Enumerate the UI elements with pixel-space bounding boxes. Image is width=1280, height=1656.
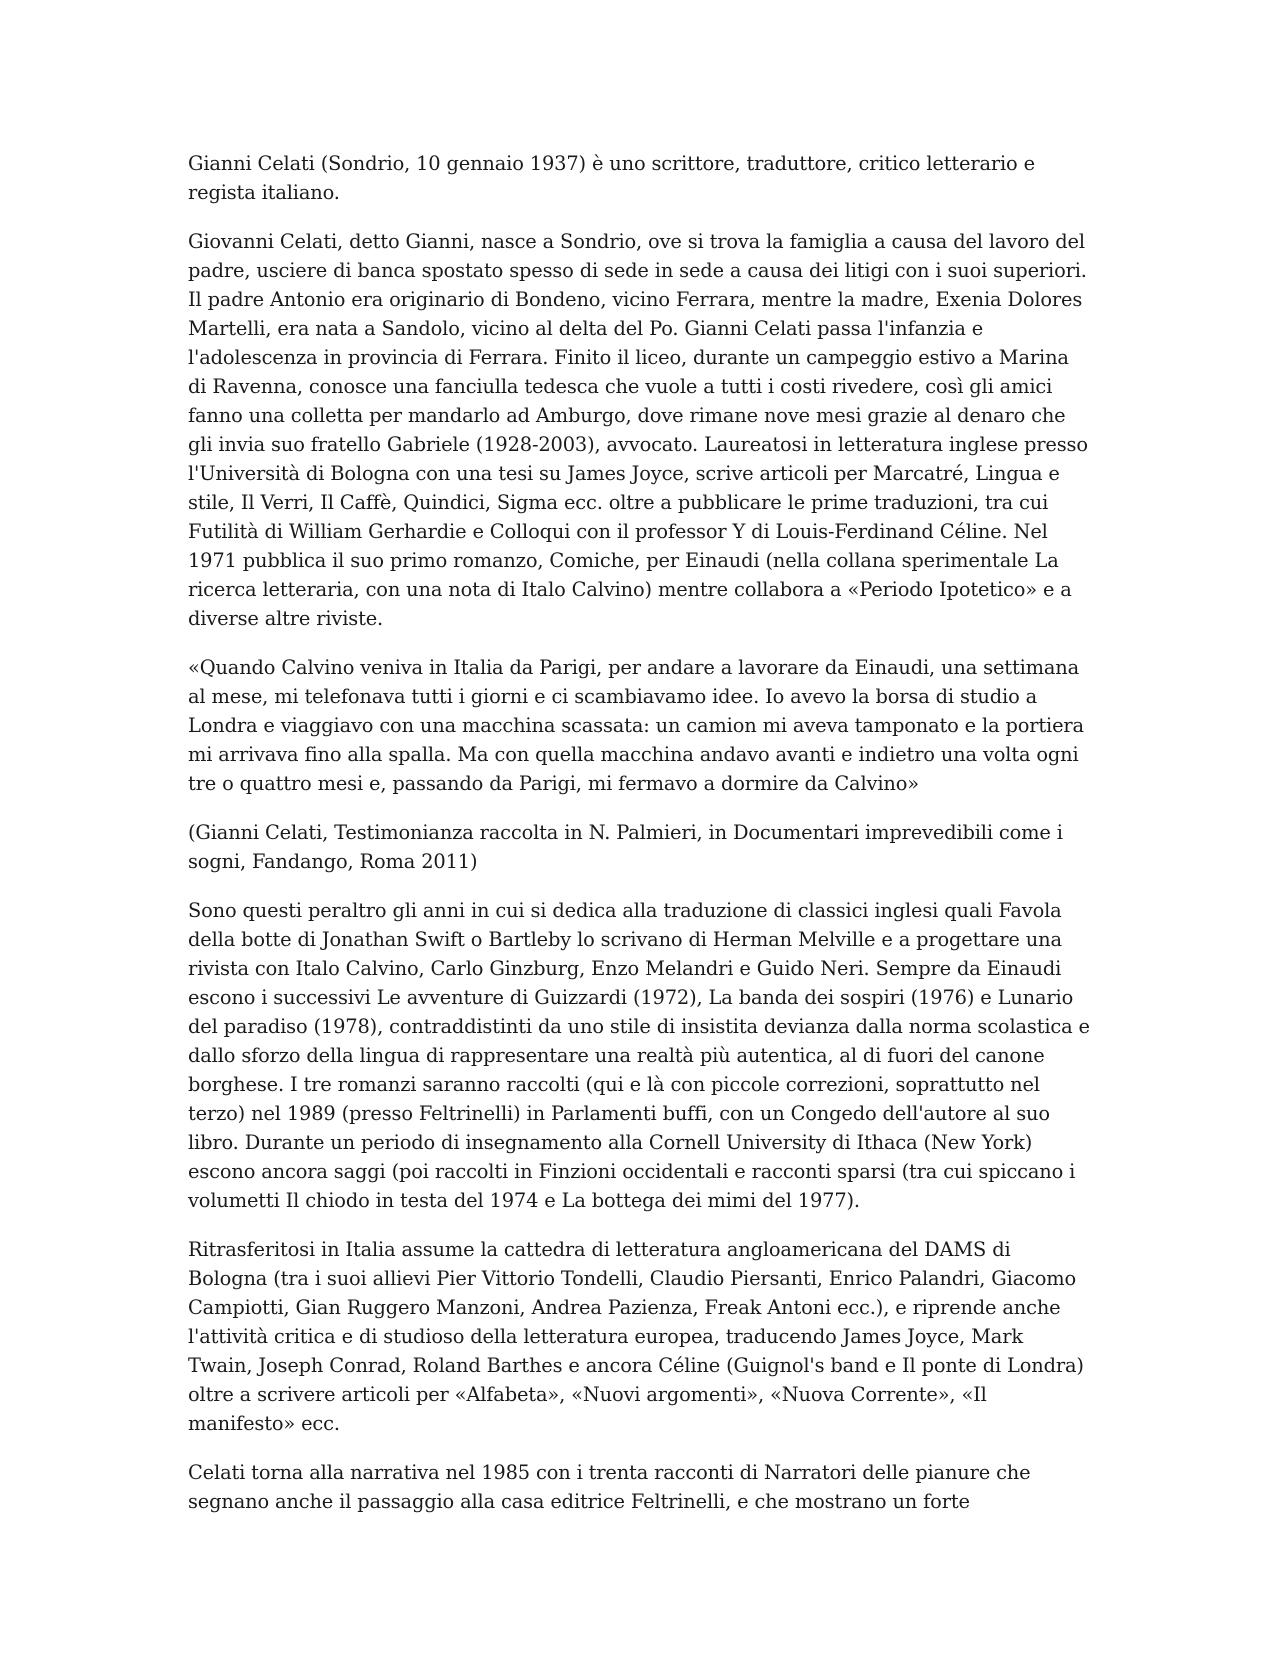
- paragraph-translations: Sono questi peraltro gli anni in cui si dedica alla traduzione di classici inglesi quali Favola della botte di Jonathan Swift o Bartleby lo scrivano di Herman Melville e a progettare una rivista con Italo Calvino, Carlo Ginzburg, Enzo Melandri e Guido Neri. Sempre da Einaudi escono i successivi Le avventure di Guizzardi (1972), La banda dei sospiri (1976) e Lunario del paradiso (1978), contraddistinti da uno stile di insistita devianza dalla norma scolastica e dallo sforzo della lingua di rappresentare una realtà più autentica, al di fuori del canone borghese. I tre romanzi saranno raccolti (qui e là con piccole correzioni, soprattutto nel terzo) nel 1989 (presso Feltrinelli) in Parlamenti buffi, con un Congedo dell'autore al suo libro. Durante un periodo di insegnamento alla Cornell University di Ithaca (New York) escono ancora saggi (poi raccolti in Finzioni occidentali e racconti sparsi (tra cui spiccano i volumetti Il chiodo in testa del 1974 e La bottega dei mimi del 1977).: [188, 899, 1090, 1212]
- paragraph-quote-source: (Gianni Celati, Testimonianza raccolta in N. Palmieri, in Documentari imprevedibili come i sogni, Fandango, Roma 2011): [188, 821, 1063, 873]
- paragraph-quote: «Quando Calvino veniva in Italia da Parigi, per andare a lavorare da Einaudi, una settimana al mese, mi telefonava tutti i giorni e ci scambiavamo idee. Io avevo la borsa di studio a Londra e viaggiavo con una macchina scassata: un camion mi aveva tamponato e la portiera mi arrivava fino alla spalla. Ma con quella macchina andavo avanti e indietro una volta ogni tre o quattro mesi e, passando da Parigi, mi fermavo a dormire da Calvino»: [188, 656, 1084, 795]
- paragraph-dams: Ritrasferitosi in Italia assume la cattedra di letteratura angloamericana del DAMS di Bologna (tra i suoi allievi Pier Vittorio Tondelli, Claudio Piersanti, Enrico Palandri, Giacomo Campiotti, Gian Ruggero Manzoni, Andrea Pazienza, Freak Antoni ecc.), e riprende anche l'attività critica e di studioso della letteratura europea, traducendo James Joyce, Mark Twain, Joseph Conrad, Roland Barthes e ancora Céline (Guignol's band e Il ponte di Londra) oltre a scrivere articoli per «Alfabeta», «Nuovi argomenti», «Nuova Corrente», «Il manifesto» ecc.: [188, 1238, 1084, 1435]
- paragraph-biography: Giovanni Celati, detto Gianni, nasce a Sondrio, ove si trova la famiglia a causa del lavoro del padre, usciere di banca spostato spesso di sede in sede a causa dei litigi con i suoi superiori. Il padre Antonio era originario di Bondeno, vicino Ferrara, mentre la madre, Exenia Dolores Martelli, era nata a Sandolo, vicino al delta del Po. Gianni Celati passa l'infanzia e l'adolescenza in provincia di Ferrara. Finito il liceo, durante un campeggio estivo a Marina di Ravenna, conosce una fanciulla tedesca che vuole a tutti i costi rivedere, così gli amici fanno una colletta per mandarlo ad Amburgo, dove rimane nove mesi grazie al denaro che gli invia suo fratello Gabriele (1928-2003), avvocato. Laureatosi in letteratura inglese presso l'Università di Bologna con una tesi su James Joyce, scrive articoli per Marcatré, Lingua e stile, Il Verri, Il Caffè, Quindici, Sigma ecc. oltre a pubblicare le prime traduzioni, tra cui Futilità di William Gerhardie e Colloqui con il professor Y di Louis-Ferdinand Céline. Nel 1971 pubblica il suo primo romanzo, Comiche, per Einaudi (nella collana sperimentale La ricerca letteraria, con una nota di Italo Calvino) mentre collabora a «Periodo Ipotetico» e a diverse altre riviste.: [188, 230, 1088, 630]
- paragraph-intro: Gianni Celati (Sondrio, 10 gennaio 1937) è uno scrittore, traduttore, critico letterario e regista italiano.: [188, 152, 1035, 204]
- document-body: [188, 149, 1093, 1516]
- paragraph-narrative: Celati torna alla narrativa nel 1985 con i trenta racconti di Narratori delle pianure che segnano anche il passaggio alla casa editrice Feltrinelli, e che mostrano un forte: [188, 1461, 1031, 1513]
